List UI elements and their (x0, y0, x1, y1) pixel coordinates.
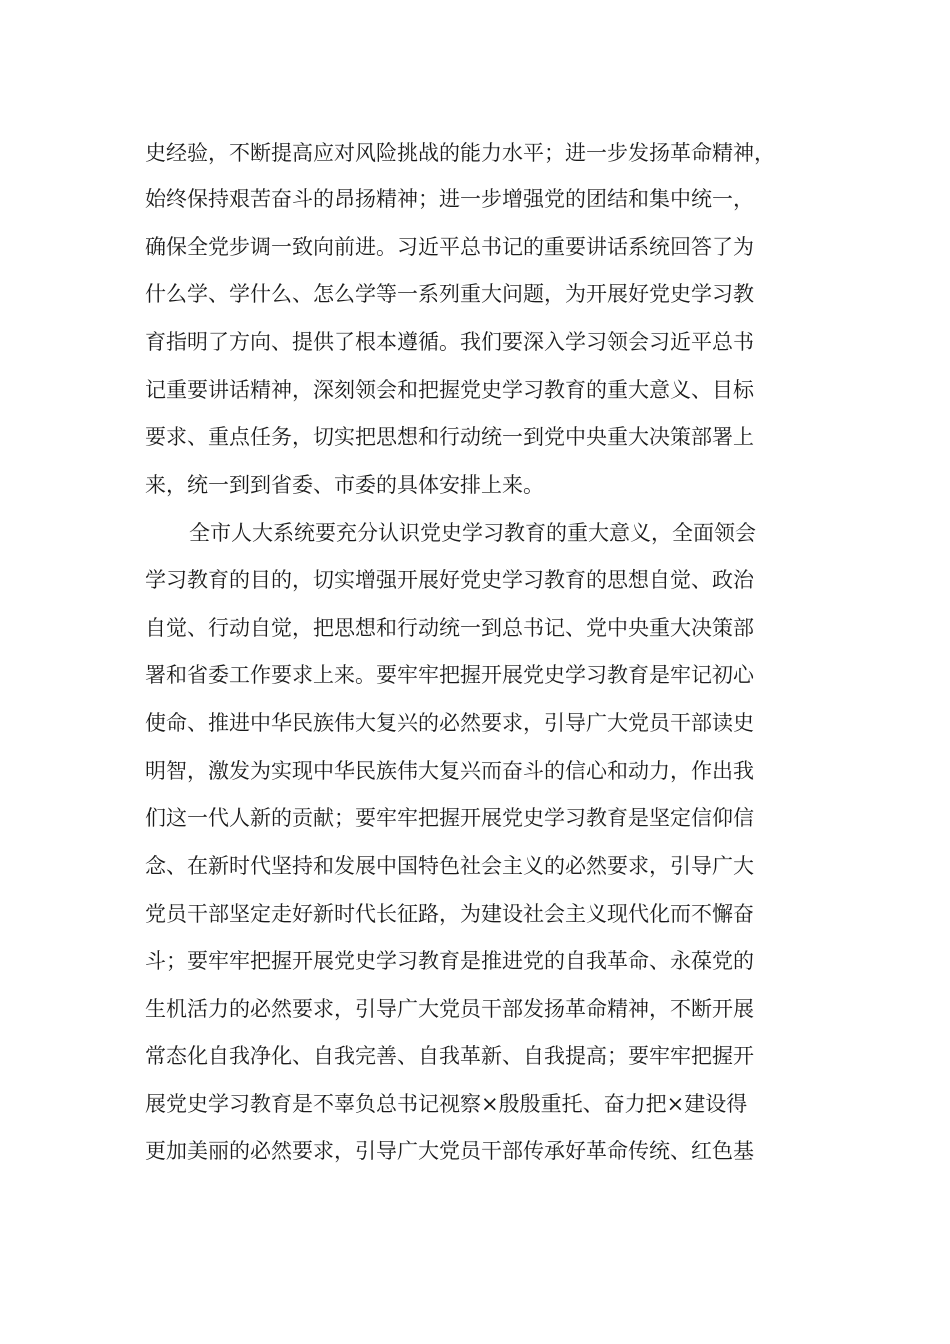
paragraph-2-line-8: 念、在新时代坚持和发展中国特色社会主义的必然要求，引导广大 (145, 854, 754, 878)
paragraph-2-line-9: 党员干部坚定走好新时代长征路，为建设社会主义现代化而不懈奋 (145, 902, 754, 926)
paragraph-1-line-3: 确保全党步调一致向前进。习近平总书记的重要讲话系统回答了为 (145, 235, 754, 259)
paragraph-1-line-6: 记重要讲话精神，深刻领会和把握党史学习教育的重大意义、目标 (145, 378, 754, 402)
paragraph-1-line-2: 始终保持艰苦奋斗的昂扬精神；进一步增强党的团结和集中统一， (145, 187, 754, 211)
paragraph-2-line-2: 学习教育的目的，切实增强开展好党史学习教育的思想自觉、政治 (145, 568, 754, 592)
paragraph-1-line-8: 来，统一到到省委、市委的具体安排上来。 (145, 473, 544, 497)
paragraph-2-line-1: 全市人大系统要充分认识党史学习教育的重大意义，全面领会 (189, 521, 756, 545)
paragraph-2-line-5: 使命、推进中华民族伟大复兴的必然要求，引导广大党员干部读史 (145, 711, 754, 735)
paragraph-2-line-13: 展党史学习教育是不辜负总书记视察×殷殷重托、奋力把×建设得 (145, 1092, 748, 1116)
paragraph-2-line-11: 生机活力的必然要求，引导广大党员干部发扬革命精神，不断开展 (145, 997, 754, 1021)
paragraph-1-line-5: 育指明了方向、提供了根本遵循。我们要深入学习领会习近平总书 (145, 330, 754, 354)
paragraph-2-line-3: 自觉、行动自觉，把思想和行动统一到总书记、党中央重大决策部 (145, 616, 754, 640)
paragraph-1-line-1: 史经验，不断提高应对风险挑战的能力水平；进一步发扬革命精神， (145, 141, 775, 165)
paragraph-1-line-7: 要求、重点任务，切实把思想和行动统一到党中央重大决策部署上 (145, 425, 754, 449)
paragraph-2-line-14: 更加美丽的必然要求，引导广大党员干部传承好革命传统、红色基 (145, 1139, 754, 1163)
paragraph-2-line-12: 常态化自我净化、自我完善、自我革新、自我提高；要牢牢把握开 (145, 1044, 754, 1068)
paragraph-2-line-10: 斗；要牢牢把握开展党史学习教育是推进党的自我革命、永葆党的 (145, 949, 754, 973)
paragraph-2-line-4: 署和省委工作要求上来。要牢牢把握开展党史学习教育是牢记初心 (145, 663, 754, 687)
paragraph-1-line-4: 什么学、学什么、怎么学等一系列重大问题，为开展好党史学习教 (145, 282, 754, 306)
paragraph-2-line-6: 明智，激发为实现中华民族伟大复兴而奋斗的信心和动力，作出我 (145, 759, 754, 783)
paragraph-2-line-7: 们这一代人新的贡献；要牢牢把握开展党史学习教育是坚定信仰信 (145, 806, 754, 830)
